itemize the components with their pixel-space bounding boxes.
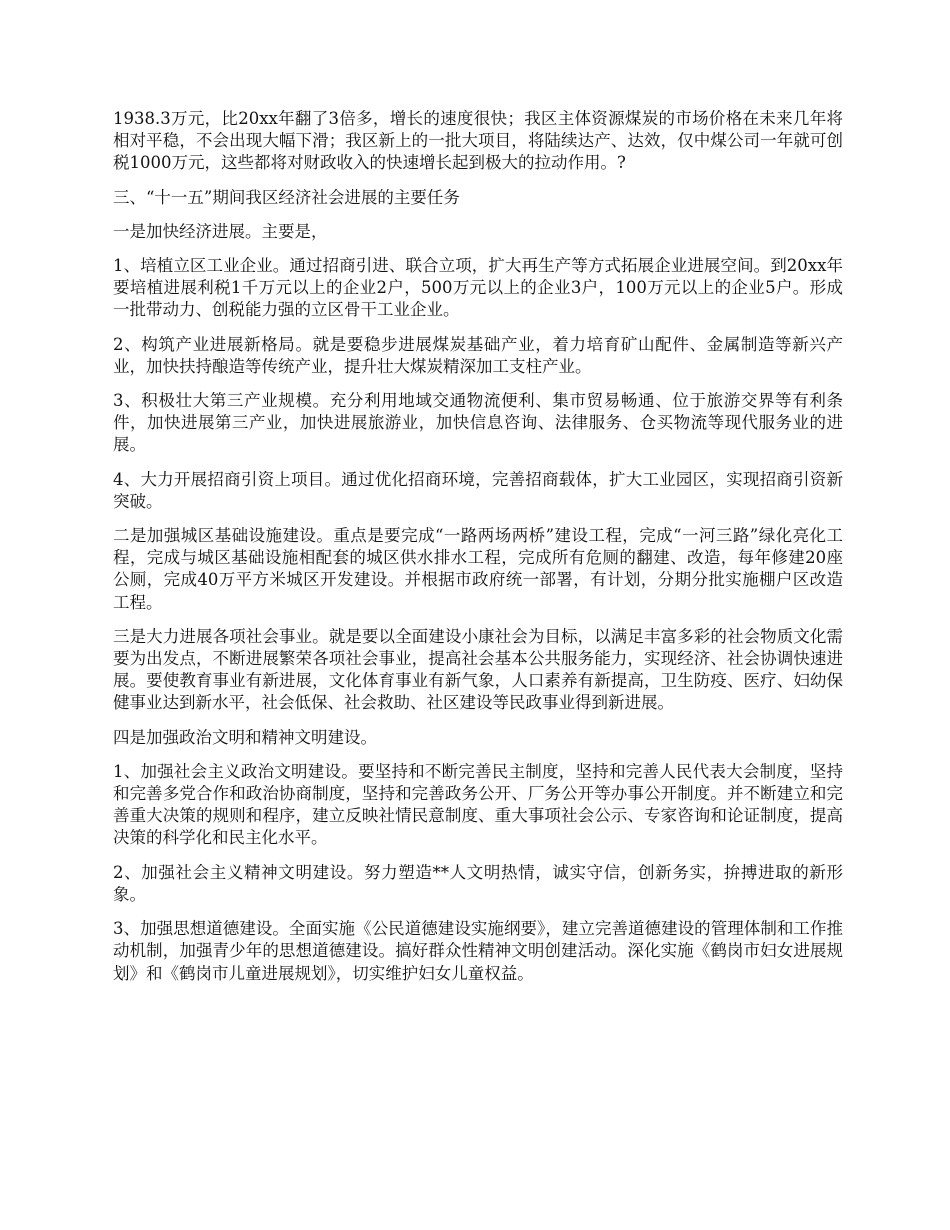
paragraph-industry-pattern: 2、构筑产业进展新格局。就是要稳步进展煤炭基础产业，着力培育矿山配件、金属制造等新兴产业，加快扶持酿造等传统产业，提升壮大煤炭精深加工支柱产业。 — [113, 334, 843, 376]
paragraph-social-affairs: 三是大力进展各项社会事业。就是要以全面建设小康社会为目标，以满足丰富多彩的社会物质文化需要为出发点，不断进展繁荣各项社会事业，提高社会基本公共服务能力，实现经济、社会协调快速进展。要使教育事业有新进展，文化体育事业有新气象，人口素养有新提高，卫生防疫、医疗、妇幼保健事业达到新水平，社会低保、社会救助、社区建设等民政事业得到新进展。 — [113, 626, 843, 713]
paragraph-1: 1938.3万元，比20xx年翻了3倍多，增长的速度很快；我区主体资源煤炭的市场价格在未来几年将相对平稳，不会出现大幅下滑；我区新上的一批大项目，将陆续达产、达效，仅中煤公司一年就可创税1000万元，这些都将对财政收入的快速增长起到极大的拉动作用。? — [113, 109, 843, 173]
paragraph-investment: 4、大力开展招商引资上项目。通过优化招商环境，完善招商载体，扩大工业园区，实现招商引资新突破。 — [113, 469, 843, 511]
paragraph-infrastructure: 二是加强城区基础设施建设。重点是要完成“一路两场两桥”建设工程，完成“一河三路”绿化亮化工程，完成与城区基础设施相配套的城区供水排水工程，完成所有危厕的翻建、改造，每年修建20座公厕，完成40万平方米城区开发建设。并根据市政府统一部署，有计划，分期分批实施棚户区改造工程。 — [113, 526, 843, 612]
section-heading-main-tasks: 三、“十一五”期间我区经济社会进展的主要任务 — [113, 187, 460, 207]
paragraph-industry: 1、培植立区工业企业。通过招商引进、联合立项，扩大再生产等方式拓展企业进展空间。到20xx年要培植进展利税1千万元以上的企业2户，500万元以上的企业3户，100万元以上的企业5户。形成一批带动力、创税能力强的立区骨干工业企业。 — [113, 256, 843, 320]
paragraph-economy-intro: 一是加快经济进展。主要是， — [113, 221, 328, 241]
paragraph-political-civilization: 1、加强社会主义政治文明建设。要坚持和不断完善民主制度，坚持和完善人民代表大会制度，坚持和完善多党合作和政治协商制度，坚持和完善政务公开、厂务公开等办事公开制度。并不断建立和完善重大决策的规则和程序，建立反映社情民意制度、重大事项社会公示、专家咨询和论证制度，提高决策的科学化和民主化水平。 — [113, 761, 843, 848]
document-page — [113, 108, 843, 997]
paragraph-tertiary-industry: 3、积极壮大第三产业规模。充分利用地域交通物流便利、集市贸易畅通、位于旅游交界等有利条件，加快进展第三产业，加快进展旅游业，加快信息咨询、法律服务、仓买物流等现代服务业的进展。 — [113, 391, 843, 455]
paragraph-spiritual-civilization: 2、加强社会主义精神文明建设。努力塑造**人文明热情，诚实守信，创新务实，拚搏进取的新形象。 — [113, 862, 843, 904]
paragraph-moral-construction: 3、加强思想道德建设。全面实施《公民道德建设实施纲要》，建立完善道德建设的管理体制和工作推动机制，加强青少年的思想道德建设。搞好群众性精神文明创建活动。深化实施《鹤岗市妇女进展规划》和《鹤岗市儿童进展规划》，切实维护妇女儿童权益。 — [113, 919, 843, 983]
paragraph-civilization-intro: 四是加强政治文明和精神文明建设。 — [113, 727, 377, 747]
